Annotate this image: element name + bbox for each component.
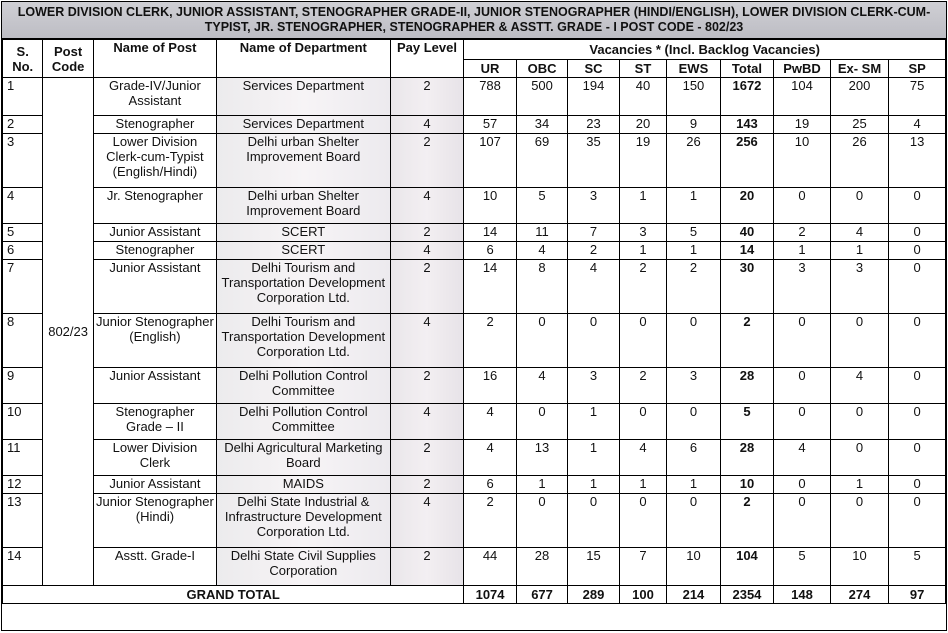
header-name-of-department: Name of Department <box>217 40 391 78</box>
row-total: 28 <box>720 368 774 404</box>
row-st: 2 <box>619 368 666 404</box>
row-obc: 13 <box>516 440 567 476</box>
row-sno: 12 <box>3 476 43 494</box>
row-pay-level: 2 <box>390 224 464 242</box>
row-pay-level: 4 <box>390 494 464 548</box>
row-sp: 0 <box>889 260 946 314</box>
row-obc: 4 <box>516 368 567 404</box>
row-department: Delhi urban Shelter Improvement Board <box>217 134 391 188</box>
row-sc: 1 <box>568 440 619 476</box>
row-pay-level: 4 <box>390 314 464 368</box>
row-pwbd: 0 <box>774 188 831 224</box>
row-ur: 10 <box>464 188 516 224</box>
row-sc: 1 <box>568 476 619 494</box>
row-pay-level: 2 <box>390 260 464 314</box>
row-pay-level: 4 <box>390 242 464 260</box>
grand-total-ur: 1074 <box>464 586 516 604</box>
row-ur: 14 <box>464 260 516 314</box>
row-post-name: Jr. Stenographer <box>93 188 216 224</box>
grand-total-ews: 214 <box>667 586 721 604</box>
row-sc: 15 <box>568 548 619 586</box>
row-ews: 2 <box>667 260 721 314</box>
header-pay-level: Pay Level <box>390 40 464 78</box>
row-sno: 2 <box>3 116 43 134</box>
row-obc: 500 <box>516 78 567 116</box>
table-row <box>3 116 946 134</box>
table-row <box>3 260 946 314</box>
row-sno: 9 <box>3 368 43 404</box>
row-st: 20 <box>619 116 666 134</box>
row-post-name: Grade-IV/Junior Assistant <box>93 78 216 116</box>
row-department: Delhi Tourism and Transportation Development Corporation Ltd. <box>217 260 391 314</box>
row-total: 256 <box>720 134 774 188</box>
row-ews: 5 <box>667 224 721 242</box>
header-st: ST <box>619 60 666 78</box>
row-ews: 0 <box>667 404 721 440</box>
table-row <box>3 494 946 548</box>
row-ex-sm: 4 <box>830 224 889 242</box>
row-ews: 1 <box>667 188 721 224</box>
row-st: 0 <box>619 314 666 368</box>
row-pay-level: 2 <box>390 476 464 494</box>
row-sp: 0 <box>889 242 946 260</box>
row-st: 0 <box>619 404 666 440</box>
row-post-name: Lower Division Clerk-cum-Typist (English/Hindi) <box>93 134 216 188</box>
row-pwbd: 4 <box>774 440 831 476</box>
row-pay-level: 4 <box>390 404 464 440</box>
row-sno: 4 <box>3 188 43 224</box>
row-department: MAIDS <box>217 476 391 494</box>
row-sp: 0 <box>889 314 946 368</box>
row-st: 1 <box>619 188 666 224</box>
row-pwbd: 19 <box>774 116 831 134</box>
row-sno: 14 <box>3 548 43 586</box>
grand-total-ex-sm: 274 <box>830 586 889 604</box>
row-sc: 1 <box>568 404 619 440</box>
header-post-code: Post Code <box>43 40 93 78</box>
row-obc: 4 <box>516 242 567 260</box>
row-sp: 5 <box>889 548 946 586</box>
row-ews: 10 <box>667 548 721 586</box>
row-ex-sm: 0 <box>830 314 889 368</box>
row-ews: 0 <box>667 314 721 368</box>
row-ews: 1 <box>667 476 721 494</box>
row-post-name: Junior Assistant <box>93 368 216 404</box>
row-total: 5 <box>720 404 774 440</box>
row-sp: 0 <box>889 224 946 242</box>
row-ur: 2 <box>464 314 516 368</box>
row-obc: 34 <box>516 116 567 134</box>
row-pay-level: 2 <box>390 548 464 586</box>
row-pwbd: 0 <box>774 494 831 548</box>
grand-total-total: 2354 <box>720 586 774 604</box>
row-sc: 0 <box>568 314 619 368</box>
row-department: Delhi Pollution Control Committee <box>217 404 391 440</box>
row-ex-sm: 1 <box>830 242 889 260</box>
row-ews: 1 <box>667 242 721 260</box>
row-ex-sm: 0 <box>830 188 889 224</box>
grand-total-pwbd: 148 <box>774 586 831 604</box>
row-post-name: Junior Stenographer (Hindi) <box>93 494 216 548</box>
row-ex-sm: 0 <box>830 494 889 548</box>
row-ews: 6 <box>667 440 721 476</box>
row-ur: 44 <box>464 548 516 586</box>
row-ur: 4 <box>464 440 516 476</box>
row-pwbd: 0 <box>774 368 831 404</box>
header-pwbd: PwBD <box>774 60 831 78</box>
row-ur: 6 <box>464 242 516 260</box>
row-ur: 107 <box>464 134 516 188</box>
row-ur: 16 <box>464 368 516 404</box>
row-ur: 788 <box>464 78 516 116</box>
row-total: 2 <box>720 314 774 368</box>
row-obc: 0 <box>516 404 567 440</box>
row-sno: 11 <box>3 440 43 476</box>
header-sp: SP <box>889 60 946 78</box>
header-name-of-post: Name of Post <box>93 40 216 78</box>
row-sc: 3 <box>568 368 619 404</box>
row-obc: 5 <box>516 188 567 224</box>
row-sp: 13 <box>889 134 946 188</box>
header-ews: EWS <box>667 60 721 78</box>
grand-total-st: 100 <box>619 586 666 604</box>
row-department: Delhi Agricultural Marketing Board <box>217 440 391 476</box>
grand-total-sc: 289 <box>568 586 619 604</box>
table-row <box>3 188 946 224</box>
post-code-cell: 802/23 <box>43 78 93 586</box>
row-post-name: Junior Assistant <box>93 224 216 242</box>
row-department: Delhi urban Shelter Improvement Board <box>217 188 391 224</box>
row-post-name: Lower Division Clerk <box>93 440 216 476</box>
row-st: 7 <box>619 548 666 586</box>
row-sno: 10 <box>3 404 43 440</box>
row-obc: 11 <box>516 224 567 242</box>
row-ex-sm: 3 <box>830 260 889 314</box>
row-st: 1 <box>619 242 666 260</box>
row-pay-level: 2 <box>390 134 464 188</box>
row-sp: 0 <box>889 404 946 440</box>
row-department: SCERT <box>217 242 391 260</box>
header-total: Total <box>720 60 774 78</box>
table-row <box>3 476 946 494</box>
row-post-name: Asstt. Grade-I <box>93 548 216 586</box>
row-obc: 1 <box>516 476 567 494</box>
row-sno: 13 <box>3 494 43 548</box>
row-sp: 0 <box>889 476 946 494</box>
row-obc: 0 <box>516 494 567 548</box>
vacancy-document <box>1 1 947 631</box>
header-obc: OBC <box>516 60 567 78</box>
row-total: 20 <box>720 188 774 224</box>
row-pwbd: 0 <box>774 314 831 368</box>
row-sp: 75 <box>889 78 946 116</box>
row-obc: 28 <box>516 548 567 586</box>
row-obc: 69 <box>516 134 567 188</box>
row-department: Delhi Pollution Control Committee <box>217 368 391 404</box>
row-department: Delhi State Civil Supplies Corporation <box>217 548 391 586</box>
row-pwbd: 3 <box>774 260 831 314</box>
row-post-name: Stenographer <box>93 116 216 134</box>
grand-total-row <box>3 586 946 604</box>
row-pwbd: 10 <box>774 134 831 188</box>
row-st: 2 <box>619 260 666 314</box>
row-department: Delhi State Industrial & Infrastructure Development Corporation Ltd. <box>217 494 391 548</box>
row-sp: 0 <box>889 440 946 476</box>
header-sno: S. No. <box>3 40 43 78</box>
row-pwbd: 2 <box>774 224 831 242</box>
header-ex-sm: Ex- SM <box>830 60 889 78</box>
row-obc: 8 <box>516 260 567 314</box>
row-ur: 6 <box>464 476 516 494</box>
table-row <box>3 404 946 440</box>
row-total: 14 <box>720 242 774 260</box>
row-pwbd: 104 <box>774 78 831 116</box>
row-ur: 14 <box>464 224 516 242</box>
table-row <box>3 314 946 368</box>
row-ex-sm: 200 <box>830 78 889 116</box>
row-total: 10 <box>720 476 774 494</box>
row-ex-sm: 1 <box>830 476 889 494</box>
row-pwbd: 0 <box>774 476 831 494</box>
row-department: Delhi Tourism and Transportation Development Corporation Ltd. <box>217 314 391 368</box>
row-sno: 3 <box>3 134 43 188</box>
row-sno: 7 <box>3 260 43 314</box>
row-total: 1672 <box>720 78 774 116</box>
row-sc: 194 <box>568 78 619 116</box>
table-row <box>3 548 946 586</box>
row-total: 40 <box>720 224 774 242</box>
row-st: 4 <box>619 440 666 476</box>
row-total: 143 <box>720 116 774 134</box>
row-ur: 4 <box>464 404 516 440</box>
row-ex-sm: 4 <box>830 368 889 404</box>
row-sc: 3 <box>568 188 619 224</box>
row-sc: 35 <box>568 134 619 188</box>
row-pay-level: 2 <box>390 440 464 476</box>
row-st: 19 <box>619 134 666 188</box>
row-sc: 2 <box>568 242 619 260</box>
row-total: 2 <box>720 494 774 548</box>
row-pwbd: 0 <box>774 404 831 440</box>
row-total: 28 <box>720 440 774 476</box>
row-post-name: Stenographer <box>93 242 216 260</box>
row-ews: 9 <box>667 116 721 134</box>
row-sp: 0 <box>889 494 946 548</box>
table-row <box>3 440 946 476</box>
row-total: 104 <box>720 548 774 586</box>
row-sno: 5 <box>3 224 43 242</box>
row-sc: 7 <box>568 224 619 242</box>
row-pay-level: 4 <box>390 116 464 134</box>
row-department: Services Department <box>217 116 391 134</box>
header-sc: SC <box>568 60 619 78</box>
row-st: 1 <box>619 476 666 494</box>
table-row <box>3 242 946 260</box>
grand-total-sp: 97 <box>889 586 946 604</box>
row-ex-sm: 0 <box>830 404 889 440</box>
row-ur: 2 <box>464 494 516 548</box>
row-sc: 0 <box>568 494 619 548</box>
row-sno: 6 <box>3 242 43 260</box>
row-st: 3 <box>619 224 666 242</box>
header-vacancies: Vacancies * (Incl. Backlog Vacancies) <box>464 40 946 60</box>
row-ur: 57 <box>464 116 516 134</box>
row-obc: 0 <box>516 314 567 368</box>
table-row <box>3 368 946 404</box>
grand-total-label: GRAND TOTAL <box>3 586 464 604</box>
header-ur: UR <box>464 60 516 78</box>
row-ews: 150 <box>667 78 721 116</box>
page-title: LOWER DIVISION CLERK, JUNIOR ASSISTANT, STENOGRAPHER GRADE-II, JUNIOR STENOGRAPHER (HINDI/ENGLISH), LOWER DIVISION CLERK-CUM-TYPIST, JR. STENOGRAPHER, STENOGRAPHER & ASSTT. GRADE - I POST CODE - 802/23 <box>2 2 946 39</box>
row-sno: 1 <box>3 78 43 116</box>
row-post-name: Junior Stenographer (English) <box>93 314 216 368</box>
row-department: SCERT <box>217 224 391 242</box>
row-pay-level: 2 <box>390 368 464 404</box>
row-post-name: Junior Assistant <box>93 260 216 314</box>
row-sc: 4 <box>568 260 619 314</box>
row-department: Services Department <box>217 78 391 116</box>
row-pwbd: 5 <box>774 548 831 586</box>
row-st: 40 <box>619 78 666 116</box>
table-body <box>3 78 946 604</box>
row-ex-sm: 0 <box>830 440 889 476</box>
row-ews: 0 <box>667 494 721 548</box>
row-post-name: Stenographer Grade – II <box>93 404 216 440</box>
row-st: 0 <box>619 494 666 548</box>
row-ex-sm: 25 <box>830 116 889 134</box>
row-ex-sm: 26 <box>830 134 889 188</box>
row-sp: 0 <box>889 188 946 224</box>
row-sno: 8 <box>3 314 43 368</box>
grand-total-obc: 677 <box>516 586 567 604</box>
row-ews: 26 <box>667 134 721 188</box>
row-sp: 4 <box>889 116 946 134</box>
row-ews: 3 <box>667 368 721 404</box>
table-row <box>3 78 946 116</box>
row-pay-level: 4 <box>390 188 464 224</box>
row-ex-sm: 10 <box>830 548 889 586</box>
row-pay-level: 2 <box>390 78 464 116</box>
row-pwbd: 1 <box>774 242 831 260</box>
row-post-name: Junior Assistant <box>93 476 216 494</box>
table-row <box>3 224 946 242</box>
row-total: 30 <box>720 260 774 314</box>
row-sc: 23 <box>568 116 619 134</box>
table-row <box>3 134 946 188</box>
row-sp: 0 <box>889 368 946 404</box>
vacancy-table <box>2 39 946 604</box>
